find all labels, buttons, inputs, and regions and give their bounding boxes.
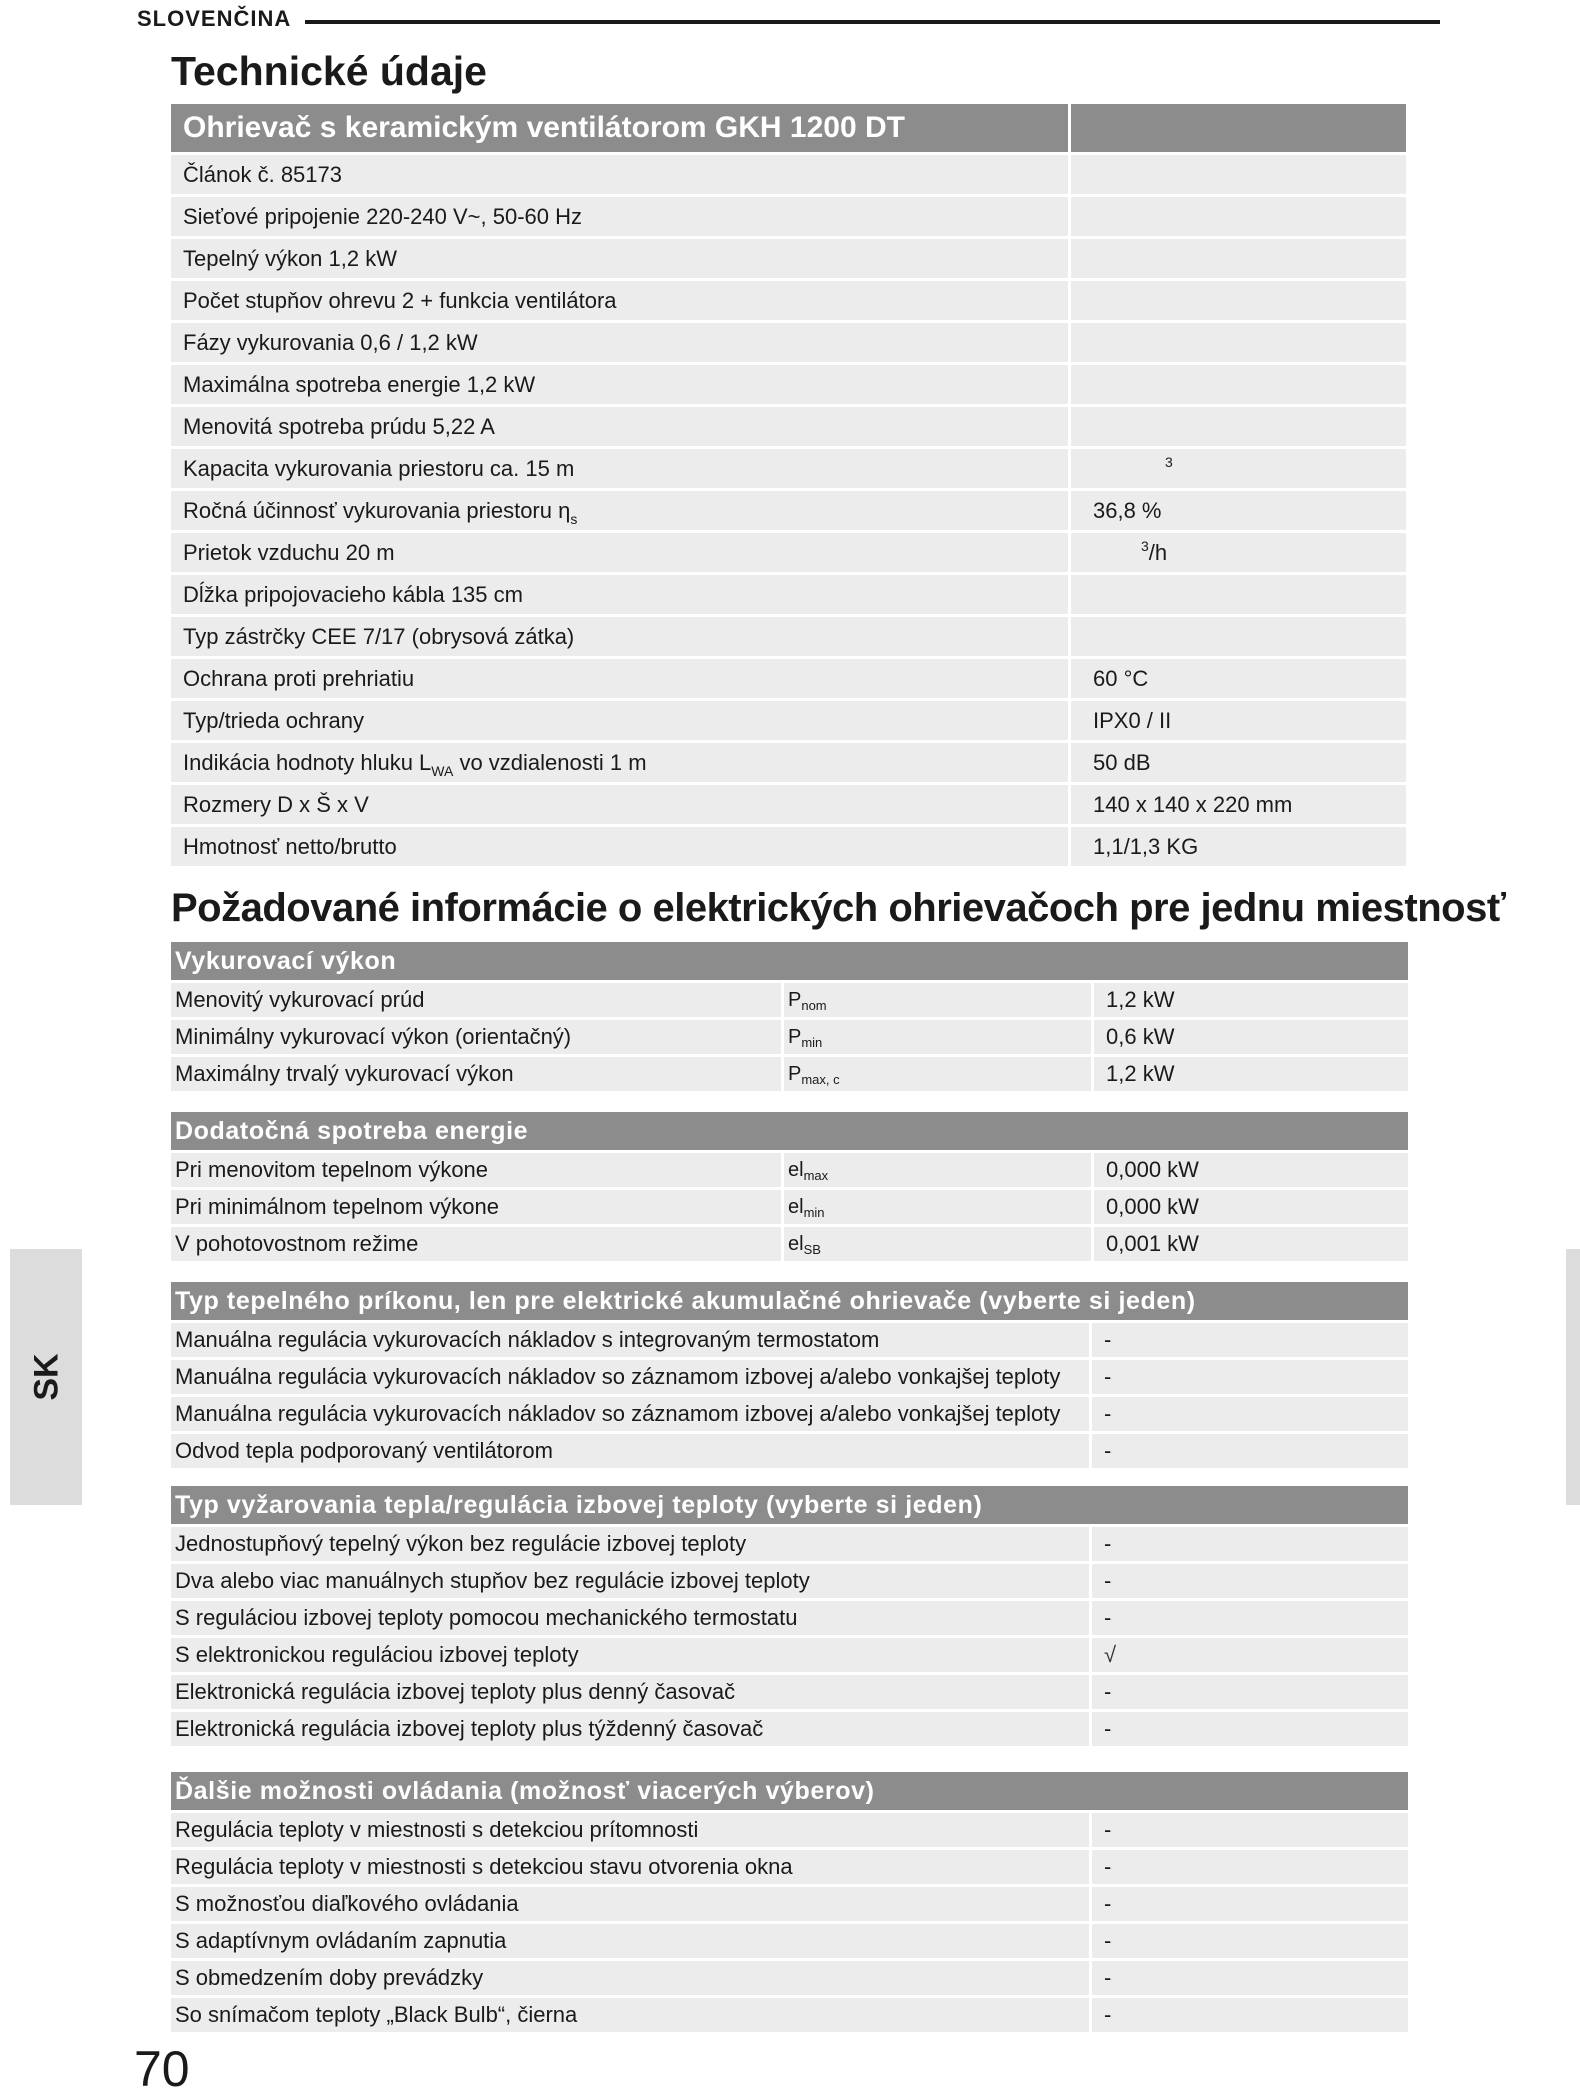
table-row xyxy=(171,1397,1408,1431)
row-label: Maximálny trvalý vykurovací výkon xyxy=(171,1057,781,1091)
symbol-text: el xyxy=(788,1233,804,1255)
table-row xyxy=(171,1961,1408,1995)
spec-label: Ochrana proti prehriatiu xyxy=(171,659,1068,698)
section-header: Typ vyžarovania tepla/regulácia izbovej teploty (vyberte si jeden) xyxy=(171,1486,1408,1524)
table-row xyxy=(171,827,1406,866)
row-label: So snímačom teploty „Black Bulb“, čierna xyxy=(171,1998,1089,2032)
table-row xyxy=(171,365,1406,404)
table-row xyxy=(171,155,1406,194)
spec-value: IPX0 / II xyxy=(1071,701,1406,740)
table-row xyxy=(171,1887,1408,1921)
right-edge-tab xyxy=(1566,1249,1580,1505)
row-value: - xyxy=(1092,1323,1408,1357)
aux-power-table xyxy=(171,1112,1408,1264)
table-row xyxy=(171,1813,1408,1847)
table-row xyxy=(171,1601,1408,1635)
row-value: 0,001 kW xyxy=(1094,1227,1408,1261)
spec-value xyxy=(1071,533,1406,572)
spec-label: Hmotnosť netto/brutto xyxy=(171,827,1068,866)
row-label: Regulácia teploty v miestnosti s detekciou prítomnosti xyxy=(171,1813,1089,1847)
control-options-table xyxy=(171,1772,1408,2035)
spec-value: 60 °C xyxy=(1071,659,1406,698)
room-temp-table xyxy=(171,1486,1408,1749)
row-label: Elektronická regulácia izbovej teploty plus denný časovač xyxy=(171,1675,1089,1709)
row-value: - xyxy=(1092,1998,1408,2032)
spec-label-text: Ročná účinnosť vykurovania priestoru η xyxy=(183,498,571,523)
spec-label: Fázy vykurovania 0,6 / 1,2 kW xyxy=(171,323,1068,362)
table-row xyxy=(171,1153,1408,1187)
table-row xyxy=(171,1360,1408,1394)
table-row xyxy=(171,239,1406,278)
spec-value xyxy=(1071,449,1406,488)
spec-label: Sieťové pripojenie 220-240 V~, 50-60 Hz xyxy=(171,197,1068,236)
spec-label xyxy=(171,743,1068,782)
row-value: - xyxy=(1092,1601,1408,1635)
header-rule xyxy=(305,20,1440,24)
row-value: - xyxy=(1092,1360,1408,1394)
symbol-sub: max xyxy=(803,1168,829,1183)
spec-label-sub: WA xyxy=(431,763,454,779)
row-symbol xyxy=(784,983,1091,1017)
check-icon: √ xyxy=(1092,1638,1408,1672)
table-row xyxy=(171,1227,1408,1261)
table-row xyxy=(171,701,1406,740)
row-value: 0,6 kW xyxy=(1094,1020,1408,1054)
row-label: Minimálny vykurovací výkon (orientačný) xyxy=(171,1020,781,1054)
spec-value-sup: 3 xyxy=(1141,538,1149,554)
row-label: Dva alebo viac manuálnych stupňov bez regulácie izbovej teploty xyxy=(171,1564,1089,1598)
row-symbol xyxy=(784,1057,1091,1091)
symbol-text: P xyxy=(788,1026,802,1048)
row-value: - xyxy=(1092,1434,1408,1468)
page-title: Technické údaje xyxy=(171,48,487,94)
table-row xyxy=(171,533,1406,572)
table-row xyxy=(171,197,1406,236)
row-label: V pohotovostnom režime xyxy=(171,1227,781,1261)
table-row xyxy=(171,1527,1408,1561)
heating-output-table xyxy=(171,942,1408,1094)
row-value: 0,000 kW xyxy=(1094,1190,1408,1224)
spec-value: 140 x 140 x 220 mm xyxy=(1071,785,1406,824)
row-value: - xyxy=(1092,1813,1408,1847)
tech-table xyxy=(171,104,1406,869)
spec-value: 50 dB xyxy=(1071,743,1406,782)
table-row xyxy=(171,575,1406,614)
spec-label: Kapacita vykurovania priestoru ca. 15 m xyxy=(171,449,1068,488)
spec-value xyxy=(1071,407,1406,446)
table-row xyxy=(171,1564,1408,1598)
spec-label: Článok č. 85173 xyxy=(171,155,1068,194)
spec-label xyxy=(171,491,1068,530)
row-value: - xyxy=(1092,1712,1408,1746)
table-row xyxy=(171,785,1406,824)
section-subtitle: Požadované informácie o elektrických ohrievačoch pre jednu miestnosť xyxy=(171,886,1506,930)
row-label: Manuálna regulácia vykurovacích nákladov s integrovaným termostatom xyxy=(171,1323,1089,1357)
spec-value xyxy=(1071,155,1406,194)
spec-value xyxy=(1071,197,1406,236)
table-row xyxy=(171,1434,1408,1468)
row-label: S elektronickou reguláciou izbovej teploty xyxy=(171,1638,1089,1672)
row-label: Odvod tepla podporovaný ventilátorom xyxy=(171,1434,1089,1468)
language-header: SLOVENČINA xyxy=(137,6,292,31)
row-value: - xyxy=(1092,1887,1408,1921)
spec-value xyxy=(1071,323,1406,362)
spec-label: Typ zástrčky CEE 7/17 (obrysová zátka) xyxy=(171,617,1068,656)
row-label: Manuálna regulácia vykurovacích nákladov so záznamom izbovej a/alebo vonkajšej teploty xyxy=(171,1397,1089,1431)
row-value: 1,2 kW xyxy=(1094,983,1408,1017)
row-label: Jednostupňový tepelný výkon bez regulácie izbovej teploty xyxy=(171,1527,1089,1561)
symbol-sub: max, c xyxy=(801,1072,840,1087)
row-value: - xyxy=(1092,1675,1408,1709)
row-label: Menovitý vykurovací prúd xyxy=(171,983,781,1017)
row-value: - xyxy=(1092,1527,1408,1561)
symbol-sub: SB xyxy=(803,1242,821,1257)
row-symbol xyxy=(784,1020,1091,1054)
row-label: Manuálna regulácia vykurovacích nákladov so záznamom izbovej a/alebo vonkajšej teploty xyxy=(171,1360,1089,1394)
table-row xyxy=(171,1057,1408,1091)
table-row xyxy=(171,407,1406,446)
spec-value xyxy=(1071,617,1406,656)
table-row xyxy=(171,281,1406,320)
spec-value xyxy=(1071,575,1406,614)
spec-label: Tepelný výkon 1,2 kW xyxy=(171,239,1068,278)
row-label: Regulácia teploty v miestnosti s detekciou stavu otvorenia okna xyxy=(171,1850,1089,1884)
row-value: - xyxy=(1092,1850,1408,1884)
spec-label: Typ/trieda ochrany xyxy=(171,701,1068,740)
page-number: 70 xyxy=(134,2041,190,2097)
heat-input-table xyxy=(171,1282,1408,1471)
table-row xyxy=(171,323,1406,362)
symbol-sub: nom xyxy=(801,998,827,1013)
section-header: Typ tepelného príkonu, len pre elektrické akumulačné ohrievače (vyberte si jeden) xyxy=(171,1282,1408,1320)
spec-label: Počet stupňov ohrevu 2 + funkcia ventilátora xyxy=(171,281,1068,320)
table-row xyxy=(171,617,1406,656)
table-row xyxy=(171,983,1408,1017)
spec-label: Maximálna spotreba energie 1,2 kW xyxy=(171,365,1068,404)
tech-table-header xyxy=(171,104,1406,152)
table-row xyxy=(171,1020,1408,1054)
spec-value-text: /h xyxy=(1148,540,1168,565)
symbol-text: el xyxy=(788,1196,804,1218)
symbol-text: P xyxy=(788,989,802,1011)
row-value: - xyxy=(1092,1924,1408,1958)
table-row xyxy=(171,1924,1408,1958)
table-row xyxy=(171,449,1406,488)
table-row xyxy=(171,1998,1408,2032)
symbol-text: P xyxy=(788,1063,802,1085)
spec-value: 1,1/1,3 KG xyxy=(1071,827,1406,866)
row-value: - xyxy=(1092,1564,1408,1598)
row-symbol xyxy=(784,1190,1091,1224)
row-label: S adaptívnym ovládaním zapnutia xyxy=(171,1924,1089,1958)
tech-table-header-blank xyxy=(1071,104,1406,152)
row-value: 1,2 kW xyxy=(1094,1057,1408,1091)
row-value: 0,000 kW xyxy=(1094,1153,1408,1187)
table-row xyxy=(171,1638,1408,1672)
spec-value-sup: 3 xyxy=(1165,454,1173,470)
table-row xyxy=(171,1675,1408,1709)
table-row xyxy=(171,1323,1408,1357)
spec-label: Prietok vzduchu 20 m xyxy=(171,533,1068,572)
spec-label: Dĺžka pripojovacieho kábla 135 cm xyxy=(171,575,1068,614)
symbol-sub: min xyxy=(801,1035,823,1050)
row-symbol xyxy=(784,1227,1091,1261)
section-header: Dodatočná spotreba energie xyxy=(171,1112,1408,1150)
spec-value xyxy=(1071,365,1406,404)
spec-value: 36,8 % xyxy=(1071,491,1406,530)
row-label: Elektronická regulácia izbovej teploty plus týždenný časovač xyxy=(171,1712,1089,1746)
spec-label-suffix: vo vzdialenosti 1 m xyxy=(453,750,647,775)
spec-value xyxy=(1071,281,1406,320)
table-row xyxy=(171,659,1406,698)
table-row xyxy=(171,491,1406,530)
row-label: S možnosťou diaľkového ovládania xyxy=(171,1887,1089,1921)
spec-label: Menovitá spotreba prúdu 5,22 A xyxy=(171,407,1068,446)
language-side-label: SK xyxy=(27,1353,66,1401)
row-label: Pri minimálnom tepelnom výkone xyxy=(171,1190,781,1224)
tech-table-title: Ohrievač s keramickým ventilátorom GKH 1200 DT xyxy=(171,104,1068,152)
table-row xyxy=(171,1712,1408,1746)
row-label: S reguláciou izbovej teploty pomocou mechanického termostatu xyxy=(171,1601,1089,1635)
symbol-text: el xyxy=(788,1159,804,1181)
row-symbol xyxy=(784,1153,1091,1187)
table-row xyxy=(171,1190,1408,1224)
row-value: - xyxy=(1092,1961,1408,1995)
section-header: Ďalšie možnosti ovládania (možnosť viacerých výberov) xyxy=(171,1772,1408,1810)
spec-label-sub: s xyxy=(570,511,578,527)
spec-label: Rozmery D x Š x V xyxy=(171,785,1068,824)
table-row xyxy=(171,1850,1408,1884)
row-label: Pri menovitom tepelnom výkone xyxy=(171,1153,781,1187)
spec-value xyxy=(1071,239,1406,278)
row-value: - xyxy=(1092,1397,1408,1431)
symbol-sub: min xyxy=(803,1205,825,1220)
spec-label-text: Indikácia hodnoty hluku L xyxy=(183,750,432,775)
section-header: Vykurovací výkon xyxy=(171,942,1408,980)
table-row xyxy=(171,743,1406,782)
row-label: S obmedzením doby prevádzky xyxy=(171,1961,1089,1995)
